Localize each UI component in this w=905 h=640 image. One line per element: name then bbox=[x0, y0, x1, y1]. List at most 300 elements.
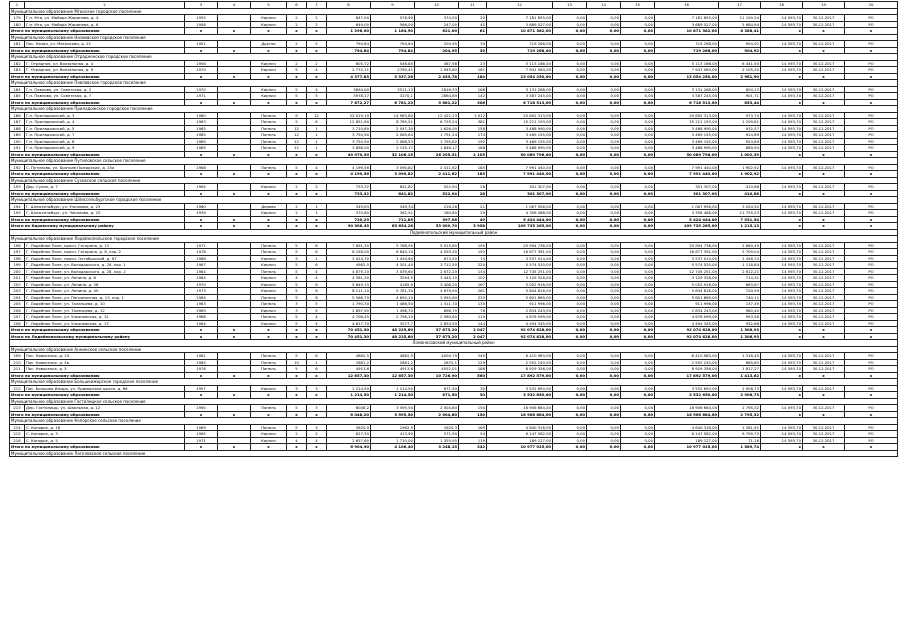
table-cell: 4 817,70 bbox=[327, 320, 371, 327]
table-cell: х bbox=[218, 151, 251, 158]
table-cell: 0,00 bbox=[621, 171, 655, 178]
table-cell: х bbox=[218, 171, 251, 178]
table-cell: 1971 bbox=[185, 93, 218, 100]
table-cell: 4 bbox=[307, 86, 327, 93]
table-cell: 911 996,00 bbox=[487, 301, 553, 308]
table-cell: 2 672,20 bbox=[415, 268, 459, 275]
table-cell: 0,00 bbox=[553, 385, 587, 392]
table-cell: 0,00 bbox=[621, 151, 655, 158]
table-cell: Кирпич bbox=[251, 86, 287, 93]
table-cell: х bbox=[803, 99, 845, 106]
table-cell: 0,00 bbox=[587, 307, 621, 314]
table-cell: х bbox=[307, 47, 327, 54]
header-cell: 9 bbox=[371, 2, 415, 9]
table-cell: 204,95 bbox=[415, 41, 459, 48]
table-cell: 9 799,73 bbox=[719, 431, 761, 438]
table-cell: х bbox=[307, 444, 327, 451]
table-cell: 804,13 bbox=[719, 86, 761, 93]
table-cell: 6 156,00 bbox=[327, 249, 371, 256]
table-cell: х bbox=[287, 99, 307, 106]
table-cell: 28 bbox=[459, 190, 487, 197]
table-cell: 0,00 bbox=[553, 392, 587, 399]
table-cell: С. Копорье, д. 5 bbox=[25, 437, 185, 444]
table-cell: х bbox=[287, 28, 307, 35]
table-cell: 0,00 bbox=[587, 333, 621, 340]
table-cell: 6 781,23 bbox=[371, 99, 415, 106]
table-cell: 214 bbox=[10, 424, 25, 431]
table-cell: 0,00 bbox=[621, 366, 655, 373]
table-cell: х bbox=[251, 223, 287, 230]
table-cell: 202 bbox=[10, 281, 25, 288]
table-cell: 8 111,10 bbox=[327, 288, 371, 295]
table-cell: 3511,13 bbox=[371, 86, 415, 93]
table-cell: 0,00 bbox=[621, 333, 655, 340]
table-cell: 2 795,32 bbox=[719, 405, 761, 412]
table-cell: 185 bbox=[459, 171, 487, 178]
table-cell: РО bbox=[845, 60, 898, 67]
table-cell: 301 307,00 bbox=[655, 184, 719, 191]
table-cell: х bbox=[803, 223, 845, 230]
table-cell: 1 118,84 bbox=[719, 262, 761, 269]
table-cell: Пос. Большая Ижора, ул. Приморское шоссе, д. 66 bbox=[25, 385, 185, 392]
table-cell: 192 bbox=[10, 164, 25, 171]
table-cell: 4 706,45 bbox=[327, 314, 371, 321]
table-cell: 3 090,82 bbox=[371, 171, 415, 178]
table-cell: 5 bbox=[287, 268, 307, 275]
table-cell: 7 872,27 bbox=[327, 99, 371, 106]
table-cell: 6 640,10 bbox=[371, 249, 415, 256]
table-cell: 6 048,20 bbox=[327, 411, 371, 418]
table-cell: 3 537 014,00 bbox=[655, 255, 719, 262]
table-cell: 1 215,13 bbox=[719, 223, 761, 230]
table-cell: 15 221 193,00 bbox=[655, 119, 719, 126]
table-cell: 23 bbox=[459, 60, 487, 67]
table-cell: 0,00 bbox=[587, 99, 621, 106]
table-cell: 10 871 382,00 bbox=[655, 28, 719, 35]
table-cell: 20 692 313,00 bbox=[487, 112, 553, 119]
table-cell: 14 593,70 bbox=[761, 86, 803, 93]
table-cell: 4862,5 bbox=[371, 353, 415, 360]
table-cell: 1 bbox=[307, 203, 327, 210]
table-cell: 641,82 bbox=[371, 190, 415, 197]
table-cell: 1 214,50 bbox=[371, 392, 415, 399]
table-cell: Г. Лодейное Поле, просп. Октябрьский, д. 67 bbox=[25, 255, 185, 262]
table-cell: 1963 bbox=[185, 307, 218, 314]
table-cell: 16 677 391,00 bbox=[487, 249, 553, 256]
table-cell: 0,00 bbox=[587, 15, 621, 22]
table-cell: 3 090,82 bbox=[371, 164, 415, 171]
table-cell: 1986 bbox=[185, 255, 218, 262]
table-cell: 181 bbox=[10, 41, 25, 48]
table-cell: 3 750,90 bbox=[327, 138, 371, 145]
table-cell: Г.п. Приладожский, д. 4 bbox=[25, 119, 185, 126]
table-cell: 6 bbox=[307, 249, 327, 256]
table-cell: х bbox=[251, 151, 287, 158]
table-cell: 3 537 014,00 bbox=[487, 255, 553, 262]
table-cell: Г. Лодейное Поле, ул. Таланцева, д. 10 bbox=[25, 301, 185, 308]
table-cell: 1984 bbox=[185, 294, 218, 301]
table-cell: 6048,2 bbox=[327, 405, 371, 412]
table-cell: Кирпич bbox=[251, 184, 287, 191]
table-cell: 70 451,30 bbox=[327, 333, 371, 340]
table-cell: 6 410 983,00 bbox=[655, 353, 719, 360]
table-cell: 0,00 bbox=[621, 424, 655, 431]
table-cell: 0,00 bbox=[553, 288, 587, 295]
table-cell: Итого по Кировскому муниципальному району bbox=[10, 223, 185, 230]
table-cell: 3 039,60 bbox=[371, 268, 415, 275]
table-cell: 161 bbox=[459, 67, 487, 74]
table-cell: Кирпич bbox=[251, 210, 287, 217]
table-cell: 7 941 064,00 bbox=[487, 67, 553, 74]
table-cell: 199 bbox=[10, 262, 25, 269]
table-cell: РО bbox=[845, 294, 898, 301]
table-cell: 0,00 bbox=[621, 444, 655, 451]
table-cell: 2 bbox=[307, 184, 327, 191]
table-cell: Г.п. Приладожский, д. 5 bbox=[25, 125, 185, 132]
table-cell: 30.12.2017 bbox=[803, 405, 845, 412]
table-cell: 14 593,70 bbox=[761, 262, 803, 269]
table-cell: Итого по муниципальному образованию bbox=[10, 99, 185, 106]
table-cell: 14 593,70 bbox=[761, 67, 803, 74]
table-cell: Кирпич bbox=[251, 60, 287, 67]
table-cell: 90 308,45 bbox=[327, 223, 371, 230]
table-cell: х bbox=[761, 372, 803, 379]
header-cell: 15 bbox=[621, 2, 655, 9]
table-cell: 30.12.2017 bbox=[803, 366, 845, 373]
table-cell: 1 486,50 bbox=[371, 301, 415, 308]
table-cell: Г. Лодейное Поле, ул. Ульяновская, д. 12 bbox=[25, 314, 185, 321]
table-cell: 0,00 bbox=[621, 164, 655, 171]
table-cell: 3 712,50 bbox=[415, 262, 459, 269]
table-cell: 30.12.2017 bbox=[803, 41, 845, 48]
table-cell: х bbox=[803, 327, 845, 334]
table-cell: Г. Лодейное Поле, ул. Ленина, д. 38 bbox=[25, 281, 185, 288]
table-cell: 0,00 bbox=[587, 223, 621, 230]
municipality-heading: Муниципальное образование Павловское городское поселение bbox=[10, 80, 898, 87]
table-cell: 5 bbox=[287, 67, 307, 74]
table-cell: х bbox=[761, 333, 803, 340]
table-cell: 0,00 bbox=[621, 203, 655, 210]
table-cell: 3 469 155,00 bbox=[655, 138, 719, 145]
table-cell: РО bbox=[845, 164, 898, 171]
table-cell: 2 047 bbox=[459, 333, 487, 340]
table-cell: Кирпич bbox=[251, 15, 287, 22]
table-cell: 187 bbox=[10, 119, 25, 126]
table-cell: 10 bbox=[287, 359, 307, 366]
table-cell: Дер. Гостилицы, ул. Школьная, д. 12 bbox=[25, 405, 185, 412]
table-cell: 14 593,70 bbox=[761, 294, 803, 301]
table-cell: Г.п. Мга, ул. Майора Жаринова, д. 6 bbox=[25, 21, 185, 28]
table-cell: х bbox=[185, 327, 218, 334]
table-cell: С. Путилово, ул. Братьев Пожарских, д. 15а bbox=[25, 164, 185, 171]
table-cell: 0,00 bbox=[621, 405, 655, 412]
table-cell: 1988 bbox=[185, 314, 218, 321]
table-cell: 0,00 bbox=[621, 242, 655, 249]
table-cell: х bbox=[307, 372, 327, 379]
table-cell: 3 469 155,00 bbox=[487, 132, 553, 139]
table-cell: 6 147 582,00 bbox=[487, 431, 553, 438]
table-cell: 973,74 bbox=[719, 112, 761, 119]
table-cell: Панель bbox=[251, 249, 287, 256]
table-cell: 0,00 bbox=[587, 119, 621, 126]
table-cell: х bbox=[287, 47, 307, 54]
table-cell: 135 bbox=[459, 301, 487, 308]
table-cell: 30.12.2017 bbox=[803, 307, 845, 314]
table-cell: 204 bbox=[10, 294, 25, 301]
table-cell: 0,00 bbox=[553, 268, 587, 275]
table-cell: 2 908,73 bbox=[719, 392, 761, 399]
table-cell: 5 bbox=[287, 86, 307, 93]
table-cell: 863,87 bbox=[719, 281, 761, 288]
table-cell: х bbox=[218, 333, 251, 340]
table-cell: 794,84 bbox=[327, 41, 371, 48]
table-cell: 189 127,00 bbox=[487, 437, 553, 444]
table-cell: 4 bbox=[307, 314, 327, 321]
table-cell: 0,00 bbox=[553, 21, 587, 28]
table-cell: 0,00 bbox=[621, 268, 655, 275]
table-cell: х bbox=[287, 216, 307, 223]
table-cell: 30.12.2017 bbox=[803, 93, 845, 100]
table-cell: 4913,6 bbox=[371, 366, 415, 373]
table-cell: Итого по муниципальному образованию bbox=[10, 28, 185, 35]
table-cell: 2 bbox=[307, 60, 327, 67]
table-cell: 0,00 bbox=[587, 249, 621, 256]
table-cell: 0,00 bbox=[587, 164, 621, 171]
table-cell: 30.12.2017 bbox=[803, 60, 845, 67]
table-cell: 20 994 736,00 bbox=[655, 242, 719, 249]
table-cell: 4 381,30 bbox=[327, 275, 371, 282]
header-cell: 7 bbox=[307, 2, 327, 9]
table-cell: 5 bbox=[287, 281, 307, 288]
table-cell: х bbox=[251, 372, 287, 379]
table-cell: 5 574 520,00 bbox=[655, 262, 719, 269]
table-cell: 20 692 313,00 bbox=[655, 112, 719, 119]
table-cell: 0,00 bbox=[621, 385, 655, 392]
table-cell: х bbox=[761, 223, 803, 230]
table-cell: Кирпич bbox=[251, 307, 287, 314]
table-cell: х bbox=[218, 444, 251, 451]
table-cell: 4 356 488,00 bbox=[487, 210, 553, 217]
table-cell: 158 bbox=[459, 125, 487, 132]
table-cell: 142 bbox=[459, 93, 487, 100]
table-cell: Г. Шлиссельбург, ул. Чекалова, д. 25 bbox=[25, 210, 185, 217]
table-cell: Кирпич bbox=[251, 288, 287, 295]
table-cell: 17 892 579,00 bbox=[655, 372, 719, 379]
table-cell: 48 225,60 bbox=[371, 327, 415, 334]
table-cell: 5 424 444,00 bbox=[487, 216, 553, 223]
table-cell: х bbox=[845, 411, 898, 418]
table-cell: 1 012 bbox=[459, 112, 487, 119]
table-cell: 109 735 265,00 bbox=[655, 223, 719, 230]
table-cell: 0,00 bbox=[553, 424, 587, 431]
table-cell: РО bbox=[845, 288, 898, 295]
table-cell: х bbox=[218, 392, 251, 399]
table-cell: 179 bbox=[10, 15, 25, 22]
table-cell: 4 650,10 bbox=[371, 294, 415, 301]
table-cell: 2 709,04 bbox=[719, 249, 761, 256]
table-cell: 1 bbox=[307, 145, 327, 152]
table-cell: РО bbox=[845, 15, 898, 22]
table-cell: х bbox=[251, 190, 287, 197]
table-cell: 0,00 bbox=[621, 99, 655, 106]
table-cell: 3 468 990,00 bbox=[655, 125, 719, 132]
table-cell: х bbox=[803, 372, 845, 379]
table-cell: 209 bbox=[10, 353, 25, 360]
table-cell: 1983 bbox=[185, 119, 218, 126]
table-cell: 733,32 bbox=[327, 184, 371, 191]
table-cell: 50 089 796,00 bbox=[487, 151, 553, 158]
table-cell: 137,49 bbox=[719, 301, 761, 308]
table-cell: 1 434,60 bbox=[371, 255, 415, 262]
table-cell: 3 248,15 bbox=[415, 444, 459, 451]
table-cell: Итого по муниципальному образованию bbox=[10, 73, 185, 80]
table-cell: Панель bbox=[251, 125, 287, 132]
table-cell: Кирпич bbox=[251, 262, 287, 269]
table-cell: 30.12.2017 bbox=[803, 255, 845, 262]
table-cell: 6 904,90 bbox=[327, 444, 371, 451]
table-cell: Панель bbox=[251, 268, 287, 275]
table-cell: 5 601 869,00 bbox=[655, 294, 719, 301]
table-cell: х bbox=[185, 411, 218, 418]
table-cell: 719 268,00 bbox=[655, 47, 719, 54]
table-cell: 3 445,10 bbox=[415, 275, 459, 282]
table-cell: 3 337,26 bbox=[371, 73, 415, 80]
table-cell: 0,00 bbox=[621, 392, 655, 399]
table-cell: 8 765,51 bbox=[371, 119, 415, 126]
table-cell: 14 593,70 bbox=[761, 164, 803, 171]
table-cell: 203 bbox=[10, 288, 25, 295]
table-cell: х bbox=[307, 327, 327, 334]
table-cell: 0,00 bbox=[621, 216, 655, 223]
table-cell: 14 593,70 bbox=[761, 15, 803, 22]
table-cell: х bbox=[803, 151, 845, 158]
table-cell: 14 593,70 bbox=[761, 268, 803, 275]
table-cell: 167 bbox=[459, 281, 487, 288]
table-cell: 924,89 bbox=[719, 132, 761, 139]
table-cell: х bbox=[251, 411, 287, 418]
table-cell: 12 851,60 bbox=[327, 119, 371, 126]
table-cell: 0,00 bbox=[553, 216, 587, 223]
table-cell: 0,00 bbox=[587, 288, 621, 295]
table-cell: 5 bbox=[287, 288, 307, 295]
table-cell: 0,00 bbox=[587, 294, 621, 301]
table-cell: 2 772,11 bbox=[327, 67, 371, 74]
table-cell: 196 bbox=[10, 242, 25, 249]
table-cell: 1973 bbox=[185, 288, 218, 295]
table-cell: 3 689 527,00 bbox=[487, 21, 553, 28]
table-cell: 0,00 bbox=[621, 132, 655, 139]
table-cell: 5 601 869,00 bbox=[487, 294, 553, 301]
table-cell: РО bbox=[845, 314, 898, 321]
table-cell: РО bbox=[845, 210, 898, 217]
table-cell: 7 991 440,00 bbox=[655, 171, 719, 178]
table-cell: х bbox=[251, 28, 287, 35]
table-cell: 1 296,00 bbox=[327, 28, 371, 35]
table-cell: 2 bbox=[287, 431, 307, 438]
table-cell: 14 593,70 bbox=[761, 301, 803, 308]
table-cell: 30.12.2017 bbox=[803, 437, 845, 444]
table-cell: Пос. Новоселье, д. 4в bbox=[25, 359, 185, 366]
table-cell: 0,00 bbox=[621, 255, 655, 262]
table-cell: 3 955,60 bbox=[415, 294, 459, 301]
table-cell: 12 657,30 bbox=[327, 372, 371, 379]
table-cell: 7 941 064,00 bbox=[655, 67, 719, 74]
table-cell: Панель bbox=[251, 242, 287, 249]
municipality-heading: Муниципальное образование Большеижорское городское поселение bbox=[10, 379, 898, 386]
municipality-heading: Муниципальное образование Отрадненское городское поселение bbox=[10, 54, 898, 61]
table-cell: 647,00 bbox=[327, 15, 371, 22]
table-cell: 1970 bbox=[185, 67, 218, 74]
table-cell: 5 849,10 bbox=[327, 281, 371, 288]
table-cell: 2 004,80 bbox=[415, 405, 459, 412]
table-cell: 0,00 bbox=[587, 60, 621, 67]
table-cell: 3 958 bbox=[459, 223, 487, 230]
table-cell: 20 bbox=[459, 15, 487, 22]
table-cell: 1 002,39 bbox=[719, 151, 761, 158]
table-cell: 2 047,30 bbox=[371, 125, 415, 132]
table-cell: х bbox=[287, 73, 307, 80]
table-cell: Г.п. Мга, ул. Майора Жаринова, д. 4 bbox=[25, 15, 185, 22]
table-cell: 342 bbox=[459, 444, 487, 451]
table-cell: 195 bbox=[10, 210, 25, 217]
table-cell: 3 129 328,00 bbox=[487, 275, 553, 282]
table-cell: 41 bbox=[459, 21, 487, 28]
table-cell: 0,00 bbox=[621, 281, 655, 288]
table-cell: х bbox=[761, 444, 803, 451]
table-cell: 719 268,00 bbox=[487, 41, 553, 48]
table-cell: х bbox=[761, 151, 803, 158]
table-cell: 188 bbox=[459, 145, 487, 152]
table-cell: 4 106,40 bbox=[371, 444, 415, 451]
table-cell: х bbox=[845, 73, 898, 80]
table-cell: 2 612,21 bbox=[719, 268, 761, 275]
table-cell: 4 bbox=[287, 437, 307, 444]
table-cell: 189 127,00 bbox=[655, 437, 719, 444]
table-cell: 349,63 bbox=[327, 203, 371, 210]
table-cell: 0,00 bbox=[621, 372, 655, 379]
table-cell: 12 745 251,00 bbox=[655, 268, 719, 275]
table-cell: РО bbox=[845, 132, 898, 139]
header-cell: 10 bbox=[415, 2, 459, 9]
table-cell: 5 bbox=[287, 320, 307, 327]
table-cell: х bbox=[287, 392, 307, 399]
table-cell: 7 991 440,00 bbox=[655, 164, 719, 171]
table-cell: 4 bbox=[287, 275, 307, 282]
table-cell: 3 406,20 bbox=[415, 281, 459, 288]
table-cell: 3 898,00 bbox=[327, 145, 371, 152]
table-cell: 3 689 527,00 bbox=[655, 21, 719, 28]
table-cell: РО bbox=[845, 86, 898, 93]
table-cell: 2864,89 bbox=[415, 93, 459, 100]
table-cell: 1985 bbox=[185, 359, 218, 366]
table-cell: 5 844 816,00 bbox=[487, 288, 553, 295]
header-cell: 11 bbox=[459, 2, 487, 9]
table-cell: 2 834 243,00 bbox=[487, 307, 553, 314]
header-cell: 12 bbox=[487, 2, 553, 9]
table-cell: РО bbox=[845, 138, 898, 145]
table-cell: РО bbox=[845, 281, 898, 288]
table-cell: 2 bbox=[287, 210, 307, 217]
table-cell: 4 356 488,00 bbox=[655, 210, 719, 217]
table-cell: 711,85 bbox=[371, 216, 415, 223]
table-cell: 14 593,70 bbox=[761, 353, 803, 360]
table-cell: 0,00 bbox=[621, 86, 655, 93]
table-cell: 889,94 bbox=[719, 145, 761, 152]
table-cell: 2 981,90 bbox=[719, 73, 761, 80]
table-cell: 3 bbox=[307, 385, 327, 392]
table-cell: 621,00 bbox=[415, 28, 459, 35]
table-cell: 180 bbox=[10, 21, 25, 28]
